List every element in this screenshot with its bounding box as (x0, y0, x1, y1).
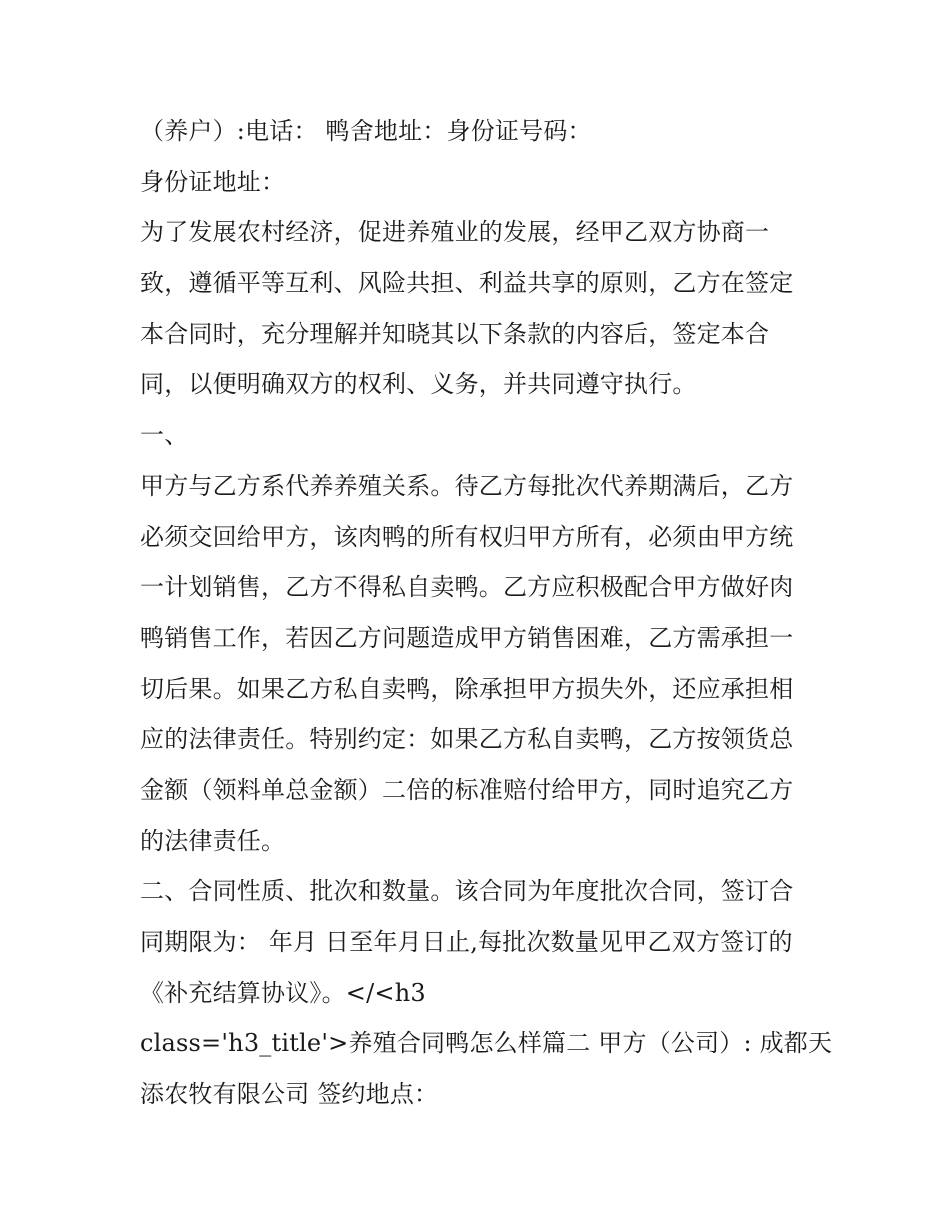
text-line: 二、合同性质、批次和数量。该合同为年度批次合同，签订合 (140, 877, 794, 906)
section-heading: 一、 (140, 421, 189, 450)
text-line: 一计划销售，乙方不得私自卖鸭。乙方应积极配合甲方做好肉 (140, 573, 794, 602)
text-line: （养户）:电话： 鸭舍地址：身份证号码： (140, 117, 592, 145)
text-line: 必须交回给甲方，该肉鸭的所有权归甲方所有，必须由甲方统 (140, 522, 794, 551)
text-line: 金额（领料单总金额）二倍的标准赔付给甲方，同时追究乙方 (140, 775, 794, 804)
text-line: 本合同时，充分理解并知晓其以下条款的内容后，签定本合 (140, 319, 770, 348)
text-line: 应的法律责任。特别约定：如果乙方私自卖鸭，乙方按领货总 (140, 725, 794, 754)
text-line: 的法律责任。 (140, 826, 286, 855)
text-line: 同期限为： 年月 日至年月日止,每批次数量见甲乙双方签订的 (140, 928, 793, 956)
text-line: 甲方与乙方系代养养殖关系。待乙方每批次代养期满后，乙方 (140, 471, 794, 500)
contract-text (140, 108, 833, 1122)
text-line: 同，以便明确双方的权利、义务，并共同遵守执行。 (140, 370, 697, 399)
text-line: 身份证地址： (140, 167, 286, 196)
text-line: 《补充结算协议》。</<h3 (140, 978, 426, 1007)
text-line: 为了发展农村经济，促进养殖业的发展，经甲乙双方协商一 (140, 218, 770, 247)
text-line: 添农牧有限公司 签约地点： (140, 1080, 439, 1109)
text-line: 鸭销售工作，若因乙方问题造成甲方销售困难，乙方需承担一 (140, 623, 794, 652)
text-line: 切后果。如果乙方私自卖鸭，除承担甲方损失外，还应承担相 (140, 674, 794, 703)
text-line: class='h3_title'>养殖合同鸭怎么样篇二 甲方（公司）: 成都天 (140, 1029, 833, 1058)
text-line: 致，遵循平等互利、风险共担、利益共享的原则，乙方在签定 (140, 269, 794, 298)
